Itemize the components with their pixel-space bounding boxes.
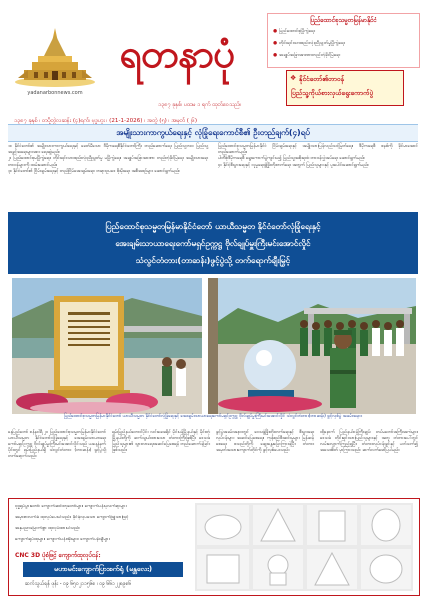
article-paragraph: ပြည်ထောင်စုသမ္မတမြန်မာနိုင်ငံ ငြိမ်းချမ်းရေးနှင့် အမျိုးသားပြန်လည်သင့်မြတ်ရေး၊ ဒီမိုကရေစီ စနစ်ကို ခိုင်မာအောင် တည်ဆောက်မည်။ — [218, 144, 418, 156]
ad-company-banner: မဟာမင်းကျောက်ပြားစက်ရုံ (မန္တလေး) — [23, 562, 183, 577]
article-column — [218, 144, 418, 206]
article-paragraph: ၄။ နိုင်ငံ့စီးပွားရေးနှင့် လူမှုရေးဖွံ့ဖြိုးတိုးတက်ရေး အတွက် ပြည်သူများနှင့် ပူးပေါင်းဆောင်ရွက်မည်။ — [218, 162, 369, 168]
article-paragraph: ရှမ်းပြည်နယ်တောင်ပိုင်း လင်းခေးခရိုင် မိုင်းပန်မြို့နယ်နှင့် မိုင်းတုံမြို့နယ်တို့ကို ဆက်သွယ်ထားသော တံတားကြီးဖြစ်ပြီး ဒေသခံပြည်သူများ၏ သွားလာရေးအဆင်ပြေစေရန် တည်ဆောက်ခဲ့ခြင်းဖြစ်သည်။ — [112, 430, 210, 454]
ad-product-line: CNC 3D ပုံစံဖြင့် ကျောက်ထုလုပ်ငန်း — [15, 552, 101, 559]
headline-line: ပြည်ထောင်စုသမ္မတမြန်မာနိုင်ငံတော် ယာယီသမ္မတ နိုင်ငံတော်လုံခြုံရေးနှင့် — [105, 221, 321, 231]
ad-line: အနုပညာမြောက်စွာ ထုလုပ်ထားပါသည်။ — [15, 526, 81, 531]
masthead — [8, 8, 263, 143]
objectives-box — [267, 13, 420, 68]
article-paragraph: ၃။ နိုင်ငံတော်၏ ငြိမ်းချမ်းရေးနှင့် တည်ငြိမ်အေးချမ်းရေး၊ တရားဥပဒေ စိုးမိုးရေး အစီအစဉ်များ ဆောင်ရွက်မည်။ — [8, 168, 180, 174]
bullet-icon: ● — [273, 41, 278, 46]
objectives-title: ပြည်ထောင်စုသမ္မတမြန်မာနိုင်ငံ — [310, 17, 377, 24]
headline-line: အေးချမ်းသာယာရေးကော်မရှင်ဥက္ကဋ္ဌ ဗိုလ်ချုပ်မှူးကြီးမင်းအောင်လှိုင် — [115, 238, 311, 248]
carving-gallery — [195, 503, 413, 591]
main-headline[interactable] — [8, 212, 418, 274]
ad-line: ဗုဒ္ဓရုပ်ပွားတော်၊ ကျောက်ဆင်းတုတော်များ၊ ကျောက်ပန်းပုလက်ရာများ — [15, 504, 127, 509]
slogan-line: ပြည်သူ့ကိုယ်စားလှယ်ရွေးကောက်ပွဲ — [291, 89, 374, 97]
star-icon: ❖ — [290, 74, 297, 82]
pagoda-logo — [14, 26, 96, 88]
stone-carving-advertisement[interactable] — [8, 498, 420, 596]
article-paragraph: ဖွင့်ပွဲအခမ်းအနားတွင် ဒေသဖွံ့ဖြိုးတိုးတက်ရေးနှင့် စီးပွားရေးလုပ်ငန်းများ အဆင်ပြေစေရေး၊ ကုန်စည်စီးဆင်းမှုများ မြန်ဆန်စေရေး စသည်တို့ကို ဆွေးနွေးပြောကြားခဲ့ပြီး တံတားအမှတ်အသားကျောက်တိုင်ကို ဖွင့်လှစ်ပေးသည်။ — [216, 430, 314, 454]
bridge-plaque-photo — [12, 278, 202, 414]
slogan-line: နိုင်ငံတော်၏တာဝန် — [299, 75, 344, 83]
article-paragraph: ၁။ နိုင်ငံတော်၏ အမျိုးသားကာကွယ်ရေးနှင့် ခေတ်မီသော ဒီမိုကရေစီနိုင်ငံတော်ကြီး တည်ဆောက်ရေး ပြည်သူ့ဘဝ၊ ပြည်သူ့အခွင့်အရေးများအား ရေးဆွဲမည်။ — [8, 144, 208, 156]
article-paragraph: ထို့နောက် ပြည်နယ်ဝန်ကြီးချုပ်၊ တပ်မတော်အကြီးအကဲများ၊ ဒေသခံ တိုင်းရင်းသားပြည်သူများနှင့် အတူ တံတားပေါ်တွင် လမ်းလျှောက်ကြည့်ရှုပြီး တံတားလုပ်ငန်းခွင်နှင့် ပတ်သက်၍ အသေးစိတ် မှာကြားသည်။ ဆက်လက်ဖော်ပြပါမည်။ — [320, 430, 418, 454]
main-article — [8, 430, 418, 496]
objective-item: ● တိုင်းရင်းသားစည်းလုံးညီညွတ်မှုပြိုကွဲရေး — [273, 41, 345, 46]
bullet-icon: ● — [273, 53, 278, 58]
issue-line: ၁၃၈၇ ခုနှစ်၊ ပထမ ၁ ရက် ထုတ်ဝေသည်။ — [158, 102, 242, 108]
ad-phone-number[interactable]: ဆက်သွယ်ရန် ဖုန်း - ၀၉ ၆၅၀၂၁၁၅၆၈ ၊ ၀၉ ၆၆၁၂၂၈၉၈၆ — [25, 581, 132, 587]
slogan-box — [286, 70, 404, 106]
article-paragraph: ပါတီစုံဒီမိုကရေစီ ရွေးကောက်ပွဲကျင်းပ၍ ပြည်သူ့အစိုးရထံ တာဝန်လွှဲအပ်ရေး ဆောင်ရွက်မည်။ — [218, 156, 365, 162]
ad-line: အမှာစာလက်ခံ ထုလုပ်ပေးပါသည်။ ခိုင်ခံ့လှပသော ကျောက်ဖြူသားဖြင့် — [15, 515, 129, 520]
article-paragraph: ၂။ ပြည်ထောင်စုမပြိုကွဲရေး၊ တိုင်းရင်းသားစည်းလုံးညီညွတ်မှု မပြိုကွဲရေး၊ အချုပ်အခြာအာဏာ တည်တံ့ခိုင်မြဲရေး အမျိုးသားရေးတာဝန်များကို ထမ်းဆောင်မည်။ — [8, 156, 208, 168]
article-column — [112, 430, 210, 496]
article-column — [216, 430, 314, 496]
objective-item: ● ပြည်ထောင်စုပြိုကွဲရေး — [273, 29, 315, 34]
article-column — [8, 144, 208, 206]
site-url[interactable]: yadanarbonnews.com — [27, 90, 83, 96]
article-column — [320, 430, 418, 496]
photo-caption: ပြည်ထောင်စုသမ္မတမြန်မာနိုင်ငံတော် ယာယီသမ္မတ နိုင်ငံတော်လုံခြုံရေးနှင့် အေးချမ်းသာယာရေးကော်မရှင်ဥက္ကဋ္ဌ ဗိုလ်ချုပ်မှူးကြီးမင်းအောင်လှိုင် သံလွင်တံတား(တာဆန်း) ဖွင့်လှစ်ပွဲ အခမ်းအနား — [64, 414, 362, 419]
ceremony-photo — [208, 278, 416, 414]
objective-item: ● အချုပ်အခြာအာဏာတည်တံ့ခိုင်မြဲရေး — [273, 53, 341, 58]
paper-name: ရတနာပုံ — [119, 31, 235, 77]
article-column — [8, 430, 106, 496]
headline-line: သံလွင်တံတား(တာဆန်း)ဖွင့်ပွဲသို့ တက်ရောက်ချီးမြှင့် — [135, 255, 291, 265]
ad-line: ကျောက်ရုပ်ထုများ၊ ကျောက်ပန်းအိုးများ၊ ကျောက်ပန်းချီများ — [15, 537, 110, 542]
date-line: ၁၃၈၇ ခုနှစ် ၊ တပို့တွဲလဆန်း (၄)ရက်၊ ဗုဒ္ဓဟူး ၊ (21-1-2026) ၊ အတွဲ (၅) ၊ အမှတ် (၂၆) — [14, 118, 198, 124]
article-headline[interactable]: အမျိုးသားကာကွယ်ရေးနှင့် လုံခြုံရေးကောင်စီ၏ ဦးတည်ချက်(၄)ရပ် — [8, 124, 418, 142]
objectives-article — [8, 124, 418, 208]
bullet-icon: ● — [273, 29, 278, 34]
article-paragraph: နေပြည်တော် ဇန်နဝါရီ ၂၀ ပြည်ထောင်စုသမ္မတမြန်မာနိုင်ငံတော် ယာယီသမ္မတ နိုင်ငံတော်လုံခြုံရေးနှင့် အေးချမ်းသာယာရေးကော်မရှင်ဥက္ကဋ္ဌ ဗိုလ်ချုပ်မှူးကြီးမင်းအောင်လှိုင်သည် ယနေ့နံနက်ပိုင်းတွင် ရှမ်းပြည်နယ်ရှိ သံလွင်တံတား (တာဆန်း) ဖွင့်ပွဲသို့ တက်ရောက်သည်။ — [8, 430, 106, 460]
